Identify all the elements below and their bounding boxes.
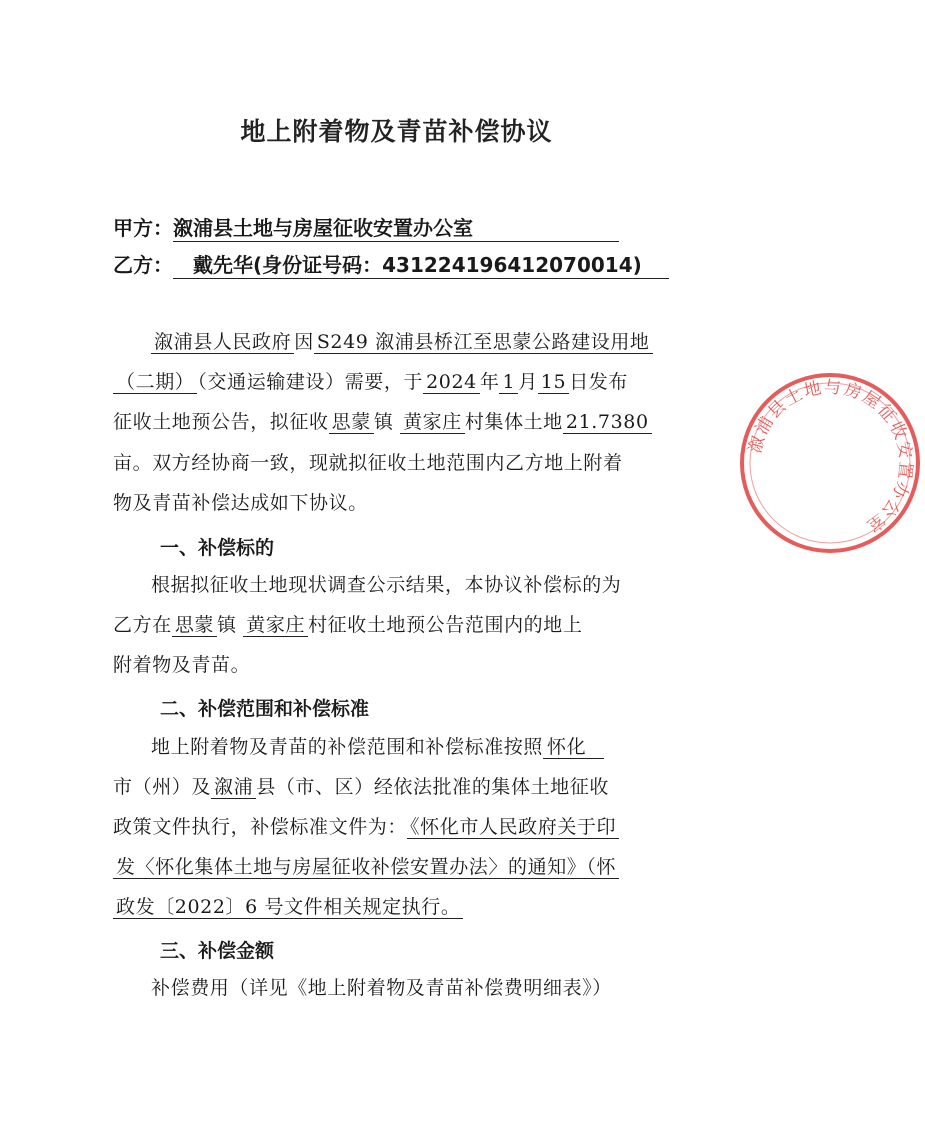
month-value: 1 <box>499 371 518 394</box>
section-2-line-1: 地上附着物及青苗的补偿范围和补偿标准按照 怀化 <box>113 735 683 759</box>
party-a-line <box>113 212 619 242</box>
standard-document-title: 《怀化市人民政府关于印 <box>407 816 619 839</box>
village-value: 黄家庄 <box>400 411 465 434</box>
document-title: 地上附着物及青苗补偿协议 <box>240 117 553 146</box>
section-2-line-5: 政发〔2022〕6 号文件相关规定执行。 <box>113 895 683 919</box>
party-a-label: 甲方： <box>113 216 173 240</box>
intro-line-1: 溆浦县人民政府 因 S249 溆浦县桥江至思蒙公路建设用地 <box>113 330 683 354</box>
county-value: 溆浦 <box>211 776 256 799</box>
party-b-line <box>113 249 669 279</box>
area-value: 21.7380 <box>563 411 652 434</box>
section-1-line-1: 根据拟征收土地现状调查公示结果，本协议补偿标的为 <box>151 574 622 596</box>
section-2-heading: 二、补偿范围和补偿标准 <box>160 698 370 720</box>
s1-village-value: 黄家庄 <box>243 614 308 637</box>
government-name: 溆浦县人民政府 <box>151 331 294 354</box>
section-1-line-2: 乙方在 思蒙 镇 黄家庄 村征收土地预公告范围内的地上 <box>113 614 583 636</box>
project-phase: （二期） <box>113 371 197 394</box>
seal-text: 溆浦县土地与房屋征收安置办公室 <box>745 377 916 537</box>
s1-town-value: 思蒙 <box>172 614 217 637</box>
section-1-line-3: 附着物及青苗。 <box>113 654 251 676</box>
project-name: S249 溆浦县桥江至思蒙公路建设用地 <box>314 331 653 354</box>
section-3-heading: 三、补偿金额 <box>160 940 275 962</box>
section-2-line-3: 政策文件执行，补偿标准文件为： 《怀化市人民政府关于印 <box>113 815 683 839</box>
intro-line-5: 物及青苗补偿达成如下协议。 <box>113 492 368 514</box>
intro-line-4: 亩。双方经协商一致，现就拟征收土地范围内乙方地上附着 <box>113 452 623 474</box>
section-2-line-2: 市（州）及 溆浦 县（市、区）经依法批准的集体土地征收 <box>113 776 610 798</box>
city-value: 怀化 <box>543 736 604 759</box>
section-2-line-4: 发〈怀化集体土地与房屋征收补偿安置办法〉的通知》（怀 <box>113 855 683 879</box>
section-3-line-1: 补偿费用（详见《地上附着物及青苗补偿费明细表》） <box>151 977 612 999</box>
official-seal-stamp <box>735 368 925 558</box>
svg-text:溆浦县土地与房屋征收安置办公室 <box>745 378 915 537</box>
party-a-value: 溆浦县土地与房屋征收安置办公室 <box>173 212 619 242</box>
party-b-value: 戴先华(身份证号码：431224196412070014) <box>173 249 669 279</box>
section-1-heading: 一、补偿标的 <box>160 537 275 559</box>
year-value: 2024 <box>423 371 480 394</box>
day-value: 15 <box>538 371 569 394</box>
party-b-label: 乙方： <box>113 253 173 277</box>
town-value: 思蒙 <box>329 411 374 434</box>
intro-line-2: （二期） （交通运输建设）需要，于 2024 年 1 月 15 日发布 <box>113 370 683 394</box>
intro-line-3: 征收土地预公告，拟征收 思蒙 镇 黄家庄 村集体土地 21.7380 <box>113 410 683 434</box>
